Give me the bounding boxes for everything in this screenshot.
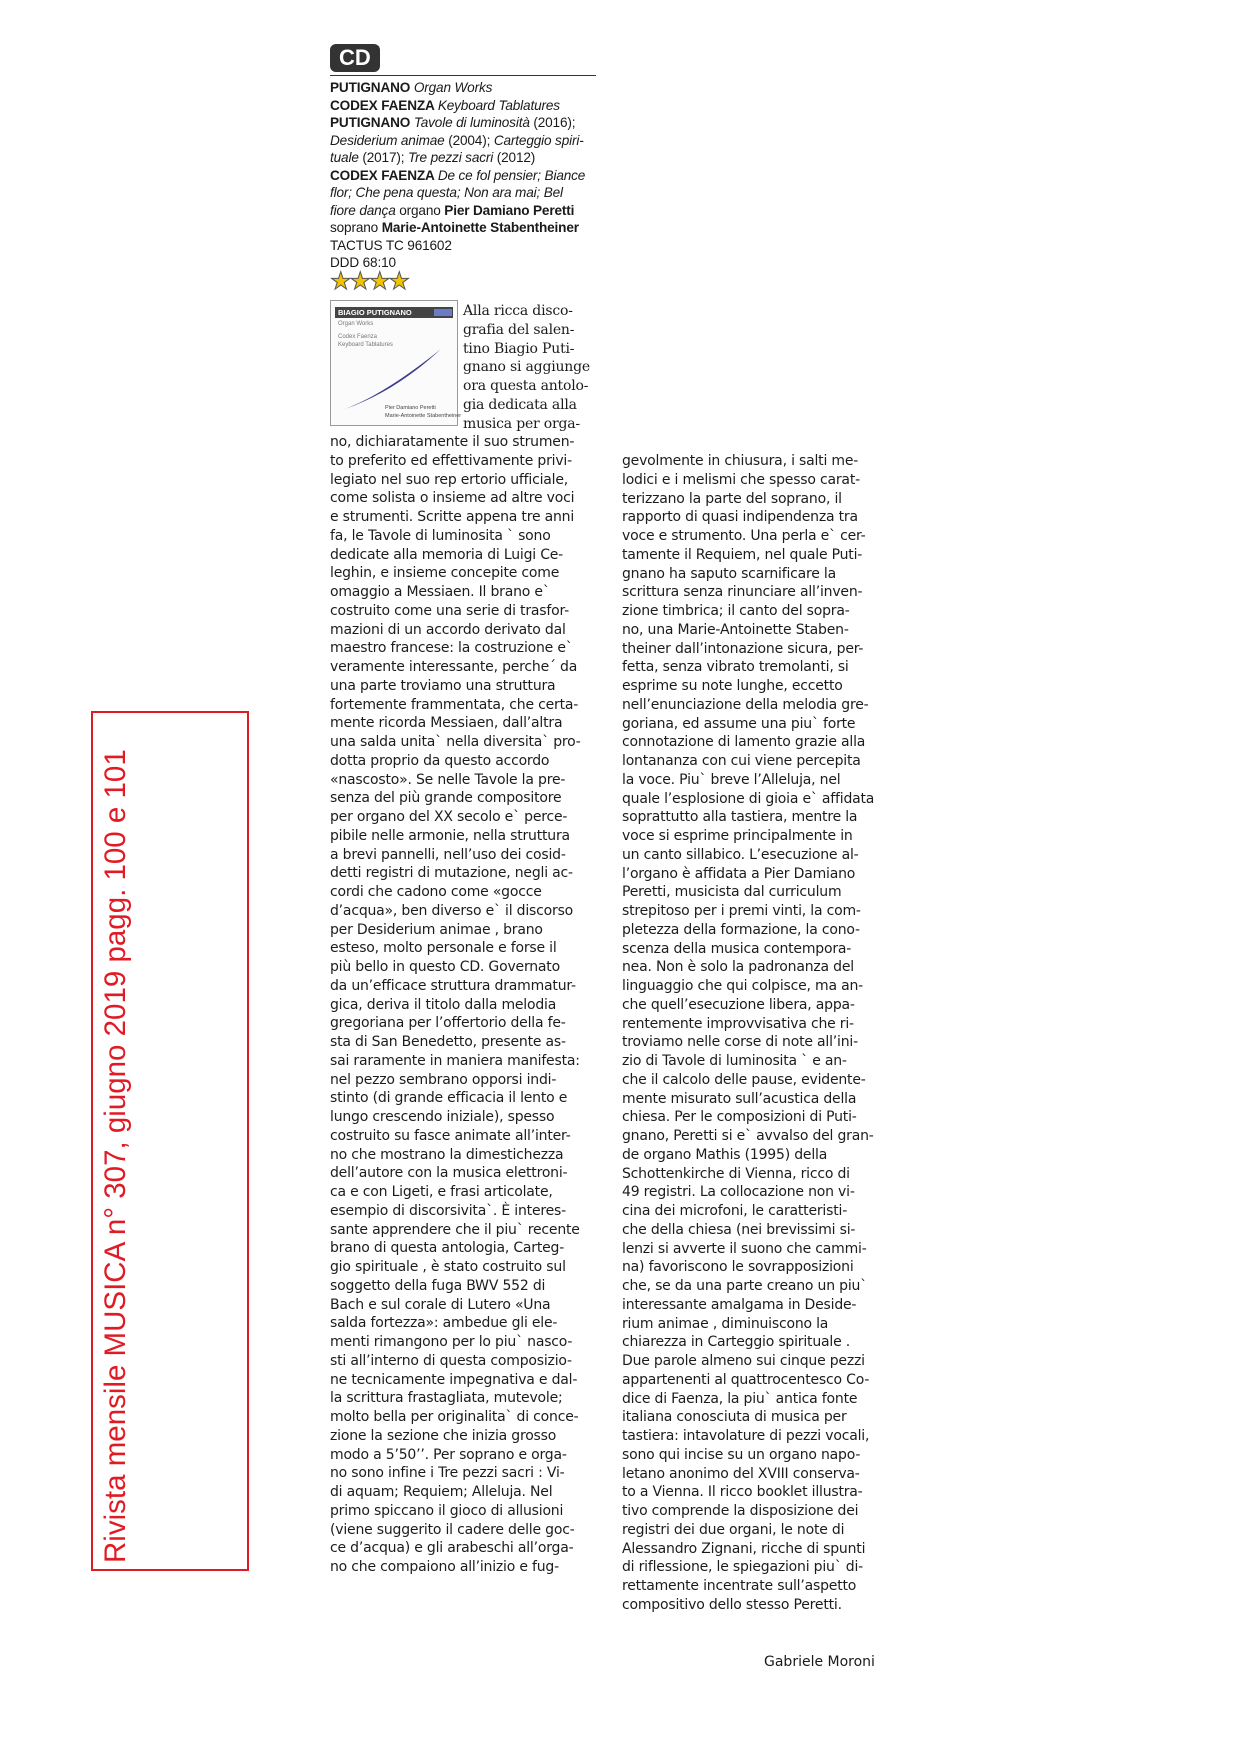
metadata-segment: PUTIGNANO [330, 115, 414, 130]
metadata-segment: DDD 68:10 [330, 255, 396, 270]
text-line: ca e con Ligeti, e frasi articolate, [330, 1184, 553, 1200]
text-line: zio di Tavole di luminosita ` e an- [622, 1053, 847, 1069]
text-line: no sono infine i Tre pezzi sacri : Vi- [330, 1465, 565, 1482]
text-line: la voce. Piu` breve l’Alleluja, nel [622, 771, 841, 788]
text-line: per organo del XX secolo e` perce- [330, 809, 568, 825]
metadata-line [330, 184, 604, 202]
text-line: Peretti, musicista dal curriculum [622, 884, 842, 901]
text-line: no, una Marie-Antoinette Staben- [622, 621, 849, 638]
text-line: 49 registri. La collocazione non vi- [622, 1184, 855, 1201]
metadata-segment: Marie-Antoinette Stabentheiner [381, 220, 579, 235]
text-line: dell’autore con la musica elettroni- [330, 1165, 568, 1182]
text-line: quale l’esplosione di gioia e` affidata [622, 790, 875, 807]
cover-subtitle-3: Keyboard Tablatures [338, 342, 393, 348]
text-line: terizzano la parte del soprano, il [622, 490, 842, 507]
text-line: legiato nel suo rep ertorio ufficiale, [330, 471, 568, 488]
metadata-segment: CODEX FAENZA [330, 167, 438, 183]
text-line: veramente interessante, perche´ da [330, 659, 578, 675]
text-line: ne tecnicamente impegnativa e dal- [330, 1371, 578, 1388]
text-line: gnano, Peretti si e` avvalso del gran- [622, 1128, 874, 1144]
text-line: «nascosto». Se nelle Tavole la pre- [330, 771, 566, 788]
metadata-line [330, 167, 604, 185]
metadata-line [330, 132, 604, 150]
text-line: italiana conosciuta di musica per [622, 1409, 847, 1426]
text-line: fortemente frammentata, che certa- [330, 696, 579, 713]
text-line: connotazione di lamento grazie alla [622, 734, 866, 751]
text-line: fetta, senza vibrato tremolanti, si [622, 659, 849, 676]
metadata-segment: (2012) [493, 150, 536, 165]
text-line: come solista o insieme ad altre voci [330, 490, 575, 507]
text-line: sai raramente in maniera manifesta: [330, 1052, 580, 1069]
text-line: scenza della musica contempora- [622, 940, 852, 957]
text-line: una salda unita` nella diversita` pro- [330, 734, 581, 750]
text-line: fa, le Tavole di luminosita ` sono [330, 527, 551, 544]
text-line: brano di questa antologia, Carteg- [330, 1240, 565, 1257]
cover-performer-2: Marie-Antoinette Stabentheiner [385, 413, 462, 419]
text-line: soprattutto alla tastiera, mentre la [622, 809, 858, 826]
rating-stars [330, 270, 408, 294]
metadata-segment: Pier Damiano Peretti [444, 202, 575, 218]
text-line: scrittura senza rinunciare all’inven- [622, 584, 863, 601]
text-line: lontananza con cui viene percepita [622, 753, 861, 769]
metadata-segment: (2017); [358, 150, 409, 165]
text-line: nel pezzo sembrano opporsi indi- [330, 1071, 557, 1088]
cover-title: BIAGIO PUTIGNANO [338, 308, 412, 317]
metadata-segment: flor; Che pena questa; Non ara mai; Bel [330, 185, 563, 200]
text-line: soggetto della fuga BWV 552 di [330, 1277, 546, 1294]
text-line: nell’enunciazione della melodia gre- [622, 696, 869, 713]
text-line: d’acqua», ben diverso e` il discorso [330, 902, 574, 919]
text-line: primo spiccano il gioco di allusioni [330, 1502, 564, 1519]
cover-subtitle-2: Codex Faenza [338, 334, 378, 340]
metadata-segment: Tavole di luminosità [413, 115, 530, 130]
section-header [330, 44, 596, 76]
star-icon: ★ [388, 268, 409, 295]
text-line: gevolmente in chiusura, i salti me- [622, 453, 859, 469]
text-line: stinto (di grande efficacia il lento e [330, 1090, 568, 1107]
star-icon: ★ [369, 268, 389, 295]
text-line: tamente il Requiem, nel quale Puti- [622, 546, 863, 563]
metadata-line [330, 202, 604, 220]
text-line: modo a 5’50’’. Per soprano e orga- [330, 1446, 567, 1463]
star-icon: ★ [349, 268, 370, 295]
text-line: troviamo nelle corse di note all’ini- [622, 1034, 858, 1051]
metadata-segment: PUTIGNANO [330, 80, 414, 95]
star-icon: ★ [330, 268, 350, 295]
metadata-segment: fiore dança [330, 202, 396, 218]
text-line: no che mostrano la dimestichezza [330, 1146, 564, 1163]
metadata-segment: soprano [330, 220, 382, 235]
review-author: Gabriele Moroni [764, 1654, 875, 1670]
text-line: Bach e sul corale di Lutero «Una [330, 1296, 551, 1313]
text-line: ce d’acqua) e gli arabeschi all’orga- [330, 1540, 574, 1557]
text-line: Alessandro Zignani, ricche di spunti [622, 1540, 866, 1557]
text-line: mente misurato sull’acustica della [622, 1090, 857, 1107]
text-line: che quell’esecuzione libera, appa- [622, 996, 855, 1013]
text-line: gnano ha saputo scarnificare la [622, 565, 836, 582]
text-line: nea. Non è solo la padronanza del [622, 959, 854, 976]
text-line: un canto sillabico. L’esecuzione al- [622, 846, 859, 863]
body-column-right [622, 452, 874, 1615]
text-line: sti all’interno di questa composizio- [330, 1352, 572, 1369]
text-line: per Desiderium animae , brano [330, 921, 543, 938]
text-line: esempio di discorsivita`. È interes- [330, 1202, 566, 1219]
text-line: dice di Faenza, la piu` antica fonte [622, 1390, 858, 1407]
text-line: cina dei microfoni, le caratteristi- [622, 1203, 848, 1219]
text-line: pletezza della formazione, la cono- [622, 921, 860, 938]
text-line: tino Biagio Puti- [463, 340, 575, 357]
metadata-line [330, 219, 604, 237]
cover-performer: Pier Damiano Peretti [385, 405, 436, 411]
album-cover [330, 300, 462, 426]
text-line: registri dei due organi, le note di [622, 1521, 845, 1538]
text-line: zione timbrica; il canto del sopra- [622, 603, 850, 619]
text-line: zione la sezione che inizia grosso [330, 1427, 557, 1444]
metadata-segment: tuale [330, 150, 359, 165]
text-line: Alla ricca disco- [463, 303, 573, 319]
text-line: rapporto di quasi indipendenza tra [622, 509, 858, 526]
text-line: chiesa. Per le composizioni di Puti- [622, 1109, 857, 1126]
text-line: theiner dall’intonazione sicura, per- [622, 640, 864, 657]
metadata-segment: (2004); [444, 132, 494, 148]
text-line: la scrittura frastagliata, mutevole; [330, 1390, 563, 1407]
text-line: da un’efficace struttura drammatur- [330, 977, 576, 994]
text-line: pibile nelle armonie, nella struttura [330, 827, 570, 844]
text-line: omaggio a Messiaen. Il brano e` [330, 584, 550, 600]
text-line: dedicate alla memoria di Luigi Ce- [330, 546, 564, 563]
text-line: lodici e i melismi che spesso carat- [622, 471, 860, 488]
text-line: mazioni di un accordo derivato dal [330, 621, 566, 638]
text-line: tastiera: intavolature di pezzi vocali, [622, 1428, 870, 1444]
text-line: che, se da una parte creano un piu` [622, 1278, 867, 1294]
cd-badge: CD [330, 44, 380, 72]
text-line: costruito su fasce animate all’inter- [330, 1127, 571, 1144]
text-line: na) favoriscono le sovrapposizioni [622, 1259, 854, 1276]
metadata-segment: Desiderium animae [330, 132, 445, 148]
metadata-segment: De ce fol pensier; Biance [437, 167, 586, 183]
text-line: gio spirituale , è stato costruito sul [330, 1259, 566, 1275]
text-line: cordi che cadono come «gocce [330, 884, 542, 900]
text-line: leghin, e insieme concepite come [330, 565, 560, 582]
text-line: grafia del salen- [463, 321, 575, 338]
text-line: ora questa antolo- [463, 378, 589, 394]
text-line: sta di San Benedetto, presente as- [330, 1034, 566, 1050]
text-line: no, dichiaratamente il suo strumen- [330, 434, 575, 450]
citation-label: Rivista mensile MUSICA n° 307, giugno 2019 pagg. 100 e 101 [99, 749, 132, 1563]
metadata-segment: Tre pezzi sacri [408, 150, 494, 165]
text-line: interessante amalgama in Deside- [622, 1296, 857, 1313]
text-line: (viene suggerito il cadere delle goc- [330, 1521, 575, 1538]
text-line: lenzi si avverte il suono che cammi- [622, 1240, 867, 1257]
text-line: a brevi pannelli, nell’uso dei cosid- [330, 846, 566, 863]
metadata-segment: Carteggio spiri- [493, 132, 584, 148]
text-line: che il calcolo delle pause, evidente- [622, 1071, 866, 1088]
metadata-line [330, 149, 604, 167]
text-line: detti registri di mutazione, negli ac- [330, 865, 573, 882]
text-line: Due parole almeno sui cinque pezzi [622, 1353, 865, 1369]
text-line: più bello in questo CD. Governato [330, 959, 560, 975]
text-line: rentemente improvvisativa che ri- [622, 1015, 854, 1032]
text-line: compositivo dello stesso Peretti. [622, 1596, 842, 1613]
metadata-segment: (2016); [529, 115, 576, 130]
text-line: esteso, molto personale e forse il [330, 940, 557, 957]
text-line: di riflessione, le spiegazioni piu` di- [622, 1559, 863, 1576]
text-line: rettamente incentrate sull’aspetto [622, 1578, 857, 1594]
text-line: e strumenti. Scritte appena tre anni [330, 509, 575, 525]
text-line: una parte troviamo una struttura [330, 677, 556, 694]
text-line: costruito come una serie di trasfor- [330, 602, 569, 619]
intro-text [463, 302, 590, 433]
text-line: voce si esprime principalmente in [622, 828, 853, 844]
text-line: tivo comprende la disposizione dei [622, 1503, 859, 1519]
metadata-segment: Organ Works [413, 80, 493, 95]
text-line: rium animae , diminuiscono la [622, 1315, 829, 1332]
text-line: lungo crescendo iniziale), spesso [330, 1109, 555, 1125]
text-line: gregoriana per l’offertorio della fe- [330, 1015, 566, 1032]
text-line: goriana, ed assume una piu` forte [622, 715, 856, 732]
text-line: di aquam; Requiem; Alleluja. Nel [330, 1484, 553, 1500]
text-line: linguaggio che qui colpisce, ma an- [622, 978, 864, 994]
text-line: appartenenti al quattrocentesco Co- [622, 1371, 870, 1388]
text-line: gnano si aggiunge [463, 359, 590, 376]
header-rule [330, 75, 596, 76]
text-line: sono qui incise su un organo napo- [622, 1446, 861, 1463]
cover-subtitle: Organ Works [338, 321, 374, 327]
metadata-segment: Keyboard Tablatures [437, 97, 560, 113]
metadata-segment: CODEX FAENZA [330, 97, 438, 113]
text-line: musica per orga- [463, 415, 580, 432]
text-line: Schottenkirche di Vienna, ricco di [622, 1165, 850, 1182]
text-line: voce e strumento. Una perla e` cer- [622, 528, 866, 544]
text-line: esprime su note lunghe, eccetto [622, 678, 843, 694]
text-line: to preferito ed effettivamente privi- [330, 452, 572, 469]
text-line: maestro francese: la costruzione e` [330, 640, 573, 657]
text-line: dotta proprio da questo accordo [330, 752, 550, 769]
text-line: sante apprendere che il piu` recente [330, 1221, 580, 1238]
text-line: gica, deriva il titolo dalla melodia [330, 996, 557, 1013]
text-line: l’organo è affidata a Pier Damiano [622, 865, 856, 882]
text-line: chiarezza in Carteggio spirituale . [622, 1334, 850, 1351]
text-line: senza del più grande compositore [330, 790, 562, 807]
metadata-line [330, 79, 604, 97]
text-line: strepitoso per i premi vinti, la com- [622, 903, 861, 919]
text-line: menti rimangono per lo piu` nasco- [330, 1334, 573, 1350]
text-line: salda fortezza»: ambedue gli ele- [330, 1315, 558, 1332]
metadata-line [330, 237, 604, 255]
text-line: che della chiesa (nei brevissimi si- [622, 1221, 856, 1238]
body-column-left [330, 433, 581, 1577]
text-line: gia dedicata alla [463, 396, 577, 413]
text-line: letano anonimo del XVIII conserva- [622, 1465, 860, 1482]
metadata-line [330, 97, 604, 115]
text-line: to a Vienna. Il ricco booklet illustra- [622, 1484, 863, 1501]
text-line: molto bella per originalita` di conce- [330, 1409, 579, 1425]
metadata-segment: TACTUS TC 961602 [330, 237, 452, 253]
text-line: mente ricorda Messiaen, dall’altra [330, 715, 563, 732]
text-line: no che compaiono all’inizio e fug- [330, 1559, 559, 1575]
metadata-line [330, 114, 604, 132]
text-line: de organo Mathis (1995) della [622, 1146, 828, 1163]
album-metadata [330, 79, 604, 272]
metadata-segment: organo [395, 202, 445, 218]
